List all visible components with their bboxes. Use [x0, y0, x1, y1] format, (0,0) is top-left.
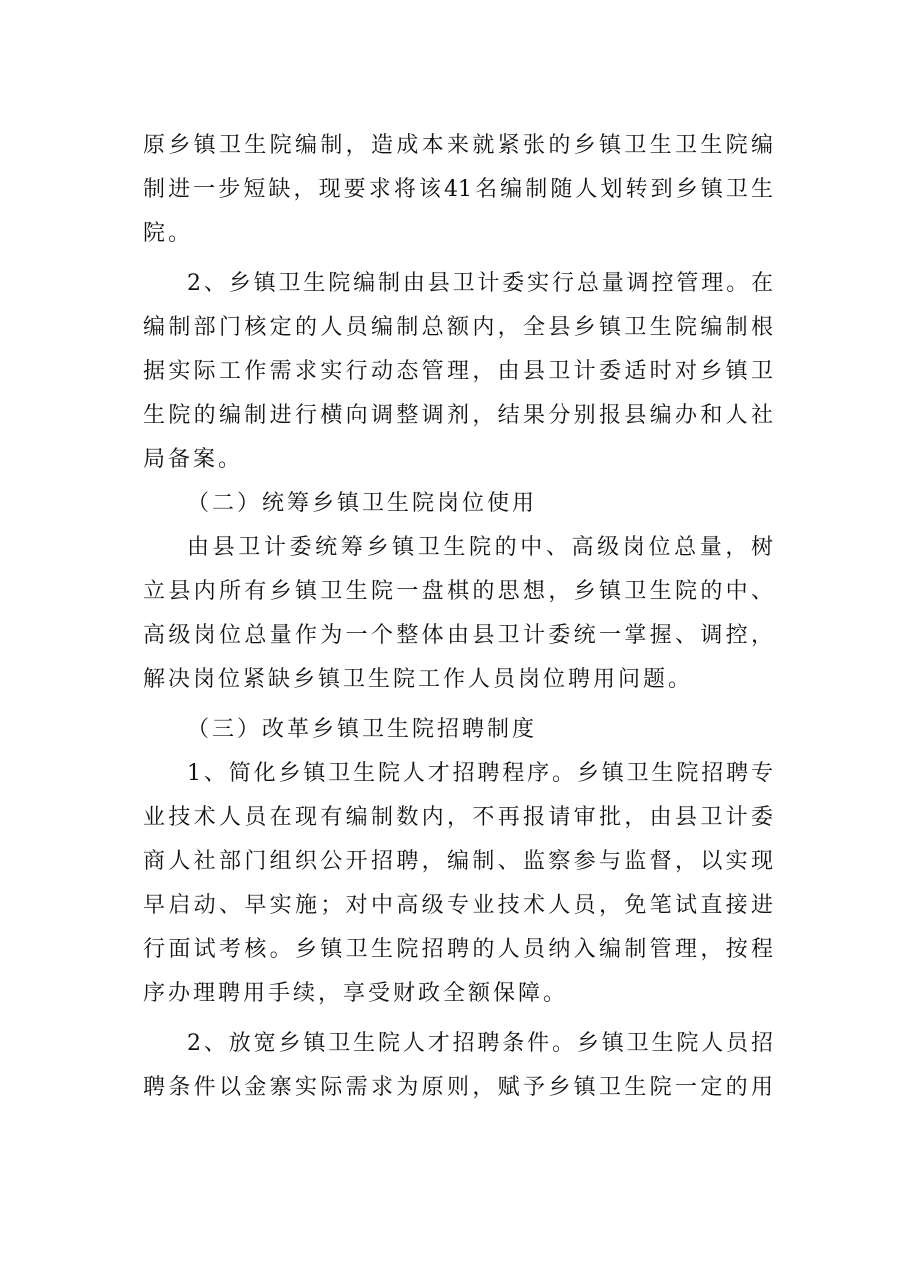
text-line: 聘条件以金寨实际需求为原则，赋予乡镇卫生院一定的用: [143, 1075, 773, 1100]
text-line: 高级岗位总量作为一个整体由县卫计委统一掌握、调控，: [143, 623, 773, 648]
section-heading-2: [143, 482, 773, 526]
text-line: 商人社部门组织公开招聘，编制、监察参与监督，以实现: [143, 849, 773, 874]
text-line: 原乡镇卫生院编制，造成本来就紧张的乡镇卫生卫生院编: [143, 133, 773, 158]
text-line: 院。: [143, 221, 194, 246]
section-heading-3: [143, 708, 773, 752]
text-line: 2、放宽乡镇卫生院人才招聘条件。乡镇卫生院人员招: [187, 1031, 773, 1056]
text-line: 据实际工作需求实行动态管理，由县卫计委适时对乡镇卫: [143, 359, 773, 384]
text-line: 局备案。: [143, 447, 244, 472]
paragraph-continuation: [143, 124, 773, 256]
text-line: 早启动、早实施；对中高级专业技术人员，免笔试直接进: [143, 893, 773, 918]
document-body: [143, 124, 773, 1110]
heading-text: （二）统筹乡镇卫生院岗位使用: [187, 491, 538, 516]
heading-text: （三）改革乡镇卫生院招聘制度: [187, 717, 538, 742]
paragraph-item-1-recruit: [143, 752, 773, 1016]
text-line: 解决岗位紧缺乡镇卫生院工作人员岗位聘用问题。: [143, 667, 694, 692]
text-line: 编制部门核定的人员编制总额内，全县乡镇卫生院编制根: [143, 315, 773, 340]
text-line: 制进一步短缺，现要求将该41名编制随人划转到乡镇卫生: [143, 177, 773, 202]
paragraph-item-2-staffing: [143, 262, 773, 482]
text-line: 业技术人员在现有编制数内，不再报请审批，由县卫计委: [143, 805, 773, 830]
text-line: 2、乡镇卫生院编制由县卫计委实行总量调控管理。在: [187, 271, 773, 296]
text-line: 由县卫计委统筹乡镇卫生院的中、高级岗位总量，树: [187, 535, 773, 560]
text-line: 1、简化乡镇卫生院人才招聘程序。乡镇卫生院招聘专: [187, 761, 773, 786]
text-line: 行面试考核。乡镇卫生院招聘的人员纳入编制管理，按程: [143, 937, 773, 962]
text-line: 立县内所有乡镇卫生院一盘棋的思想，乡镇卫生院的中、: [143, 579, 773, 604]
text-line: 生院的编制进行横向调整调剂，结果分别报县编办和人社: [143, 403, 773, 428]
paragraph-positions: [143, 526, 773, 702]
paragraph-item-2-conditions: [143, 1022, 773, 1110]
text-line: 序办理聘用手续，享受财政全额保障。: [143, 981, 569, 1006]
